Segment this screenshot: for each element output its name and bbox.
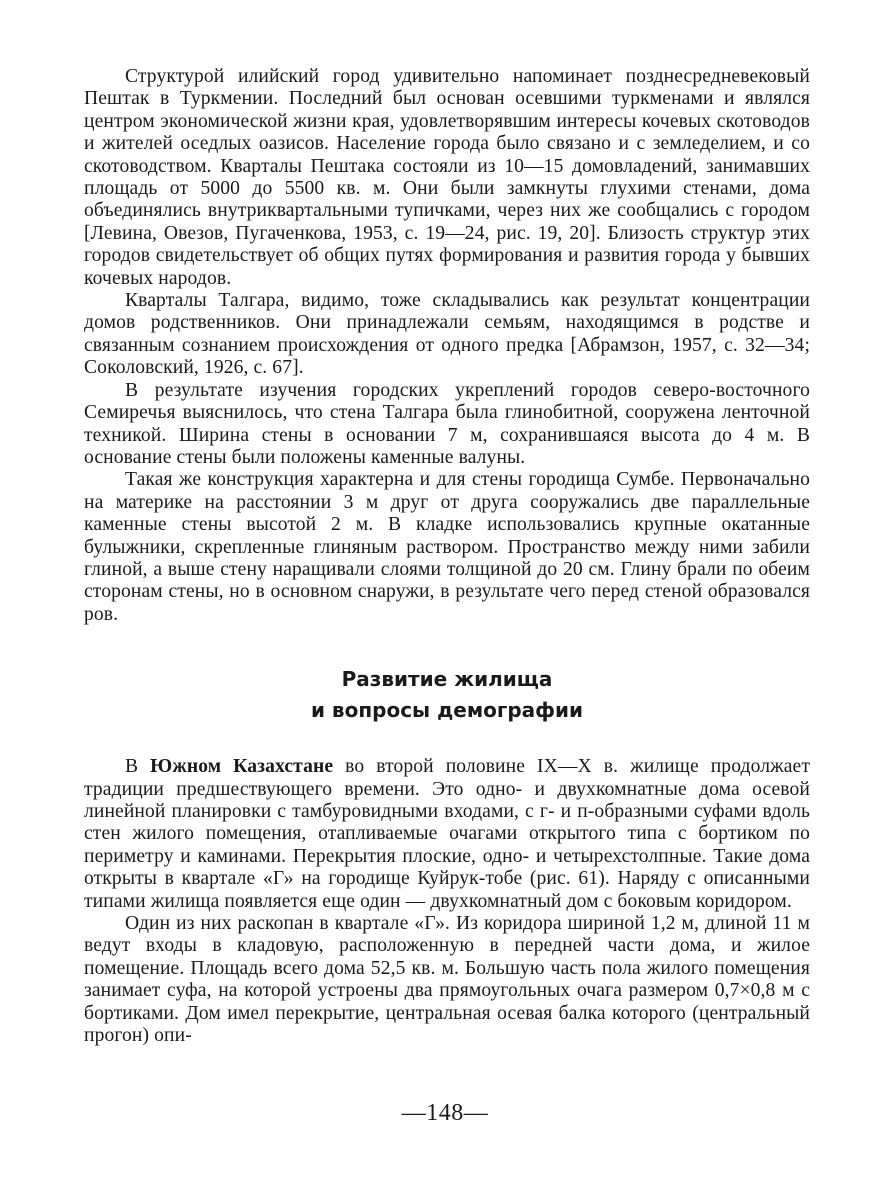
page-number: —148— xyxy=(401,1100,489,1126)
paragraph-talgar-quarters: Кварталы Талгара, видимо, тоже складывались как результат концентрации домов родственников. Они принадлежали семьям, находящимся в родстве и связанным сознанием происхождения от одного предка [Абрамзон, 1957, с. 32—34; Соколовский, 1926, с. 67]. xyxy=(84,290,810,379)
paragraph-fortifications: В результате изучения городских укреплений городов северо-восточного Семиречья выяснилось, что стена Талгара была глинобитной, сооружена ленточной техникой. Ширина стены в основании 7 м, сохранившаяся высота до 4 м. В основание стены были положены каменные валуны. xyxy=(84,379,810,468)
paragraph-rest: во второй половине IX—X в. жилище продолжает традиции предшествующего времени. Это одно- и двухкомнатные дома осевой линейной планировки с тамбуровидными входами, с г- и п-образными суфами вдоль стен жилого помещения, отапливаемые очагами открытого типа с бортиком по периметру и каминами. Перекрытия плоские, одно- и четырехстолпные. Такие дома открыты в квартале «Г» на городище Куйрук-тобе (рис. 61). Наряду с описанными типами жилища появляется еще один — двухкомнатный дом с боковым коридором. xyxy=(84,756,811,912)
body-text-top xyxy=(84,66,810,626)
section-heading xyxy=(84,664,810,726)
section-heading-line1: Развитие жилища xyxy=(341,667,553,692)
paragraph-peshtak: Структурой илийский город удивительно напоминает позднесредневековый Пештак в Туркмении. Последний был основан осевшими туркменами и являлся центром экономической жизни края, удовлетворявшим интересы кочевых скотоводов и жителей оседлых оазисов. Население города было связано и с земледелием, и со скотоводством. Кварталы Пештака состояли из 10—15 домовладений, занимавших площадь от 5000 до 5500 кв. м. Они были замкнуты глухими стенами, дома объединялись внутриквартальными тупичками, через них же сообщались с городом [Левина, Овезов, Пугаченкова, 1953, с. 19—24, рис. 19, 20]. Близость структур этих городов свидетельствует об общих путях формирования и развития города у бывших кочевых народов. xyxy=(84,66,810,289)
paragraph-south-kazakhstan xyxy=(84,756,810,913)
paragraph-lead: В xyxy=(125,756,151,778)
paragraph-sumbe-wall: Такая же конструкция характерна и для стены городища Сумбе. Первоначально на материке на расстоянии 3 м друг от друга сооружались две параллельные каменные стены высотой 2 м. В кладке использовались крупные окатанные булыжники, скрепленные глиняным раствором. Пространство между ними забили глиной, а выше стену наращивали слоями толщиной до 20 см. Глину брали по обеим сторонам стены, но в основном снаружи, в результате чего перед стеной образовался ров. xyxy=(84,469,810,625)
body-text-bottom xyxy=(84,756,810,1047)
region-emphasis: Южном Казахстане xyxy=(150,756,334,778)
section-heading-line2: и вопросы демографии xyxy=(310,698,584,723)
paragraph-excavated-house: Один из них раскопан в квартале «Г». Из коридора шириной 1,2 м, длиной 11 м ведут входы в кладовую, расположенную в передней части дома, и жилое помещение. Площадь всего дома 52,5 кв. м. Большую часть пола жилого помещения занимает суфа, на которой устроены два прямоугольных очага размером 0,7×0,8 м с бортиками. Дом имел перекрытие, центральная осевая балка которого (центральный прогон) опи- xyxy=(84,913,810,1047)
